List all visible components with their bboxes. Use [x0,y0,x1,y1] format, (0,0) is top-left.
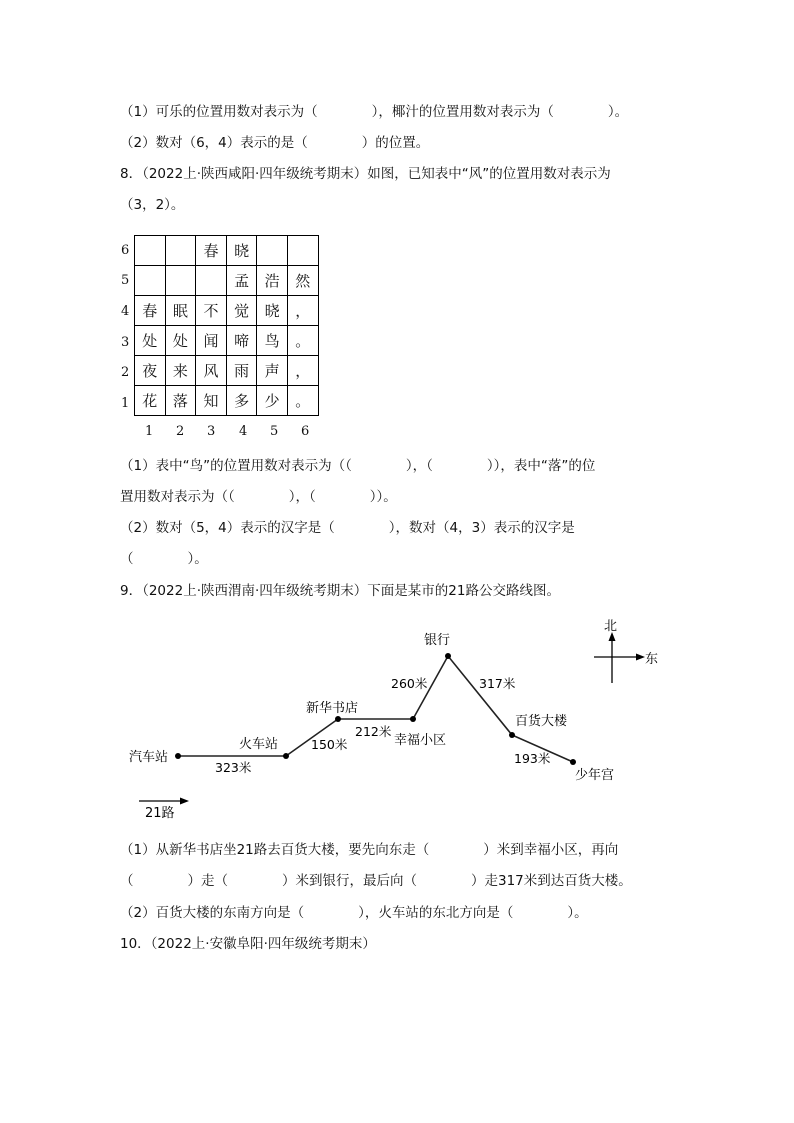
grid-col-label: 1 [145,424,154,439]
grid-cell: 孟 [226,266,257,296]
station-dot [335,716,341,722]
grid-cell: 觉 [226,296,257,326]
grid-row-label: 2 [121,365,130,380]
grid-cell: 落 [165,386,196,416]
grid-cell: ， [287,296,318,326]
distance-label: 317米 [479,676,516,691]
grid-row-label: 1 [121,396,130,411]
grid-row-label: 6 [121,243,130,258]
station-dot [445,653,451,659]
station-dot [283,753,289,759]
grid-cell: 花 [135,386,166,416]
grid-col-label: 4 [239,424,248,439]
grid-cell: 闻 [196,326,227,356]
grid-cell: 浩 [257,266,288,296]
grid-cell: 然 [287,266,318,296]
grid-row-label: 3 [121,335,130,350]
grid-col-label: 5 [270,424,279,439]
grid-cell: 啼 [226,326,257,356]
station-label: 汽车站 [129,750,169,765]
route-direction-arrow-icon [180,798,189,805]
grid-cell: 处 [165,326,196,356]
grid-cell: 不 [196,296,227,326]
grid-row-label: 4 [121,304,130,319]
question-text: （ ）走（ ）米到银行，最后向（ ）走317米到达百货大楼。 [120,873,632,889]
east-arrow-icon [636,654,645,661]
grid-cell: 晓 [257,296,288,326]
grid-cell: 眠 [165,296,196,326]
grid-cell: 雨 [226,356,257,386]
question-text: （1）表中“鸟”的位置用数对表示为（（ ），（ ）），表中“落”的位 [120,458,596,474]
route-label: 21路 [145,806,175,821]
station-dot [410,716,416,722]
problem-8-heading: 8．（2022上·陕西咸阳·四年级统考期末）如图，已知表中“风”的位置用数对表示为 [120,166,611,182]
grid-cell: 夜 [135,356,166,386]
station-dot [509,732,515,738]
grid-cell: 晓 [226,236,257,266]
distance-label: 193米 [514,751,551,766]
question-text: （1）可乐的位置用数对表示为（ ），椰汁的位置用数对表示为（ ）。 [120,104,629,120]
route-line [178,656,573,762]
grid-cell: 处 [135,326,166,356]
station-label: 幸福小区 [394,733,447,748]
compass-east-label: 东 [645,652,659,667]
problem-9-heading: 9．（2022上·陕西渭南·四年级统考期末）下面是某市的21路公交路线图。 [120,583,560,599]
distance-label: 212米 [355,724,392,739]
question-text: （2）百货大楼的东南方向是（ ），火车站的东北方向是（ ）。 [120,905,588,921]
grid-cell: 。 [287,326,318,356]
grid-cell: ， [287,356,318,386]
grid-cell: 知 [196,386,227,416]
distance-label: 260米 [391,676,428,691]
grid-col-label: 2 [176,424,185,439]
grid-cell: 春 [135,296,166,326]
station-dot [570,759,576,765]
question-text: （ ）。 [120,551,208,567]
problem-10-heading: 10．（2022上·安徽阜阳·四年级统考期末） [120,936,376,952]
distance-label: 323米 [215,760,252,775]
grid-cell: 春 [196,236,227,266]
grid-cell: 。 [287,386,318,416]
grid-cell: 来 [165,356,196,386]
grid-col-label: 3 [207,424,216,439]
station-dot [175,753,181,759]
grid-cell: 鸟 [257,326,288,356]
question-text: 置用数对表示为（（ ），（ ））。 [120,489,397,505]
station-label: 银行 [424,633,451,648]
station-label: 火车站 [239,737,279,752]
station-label: 新华书店 [306,701,359,716]
station-label: 少年宫 [575,768,615,783]
grid-cell: 少 [257,386,288,416]
grid-cell: 多 [226,386,257,416]
problem-8-heading-cont: （3，2）。 [120,197,185,213]
question-text: （1）从新华书店坐21路去百货大楼，要先向东走（ ）米到幸福小区，再向 [120,842,619,858]
question-text: （2）数对（5，4）表示的汉字是（ ），数对（4，3）表示的汉字是 [120,520,575,536]
station-label: 百货大楼 [515,714,568,729]
grid-cell: 风 [196,356,227,386]
compass-north-label: 北 [604,619,618,634]
question-text: （2）数对（6，4）表示的是（ ）的位置。 [120,135,430,151]
grid-row-label: 5 [121,273,130,288]
grid-col-label: 6 [301,424,310,439]
grid-cell: 声 [257,356,288,386]
distance-label: 150米 [311,737,348,752]
